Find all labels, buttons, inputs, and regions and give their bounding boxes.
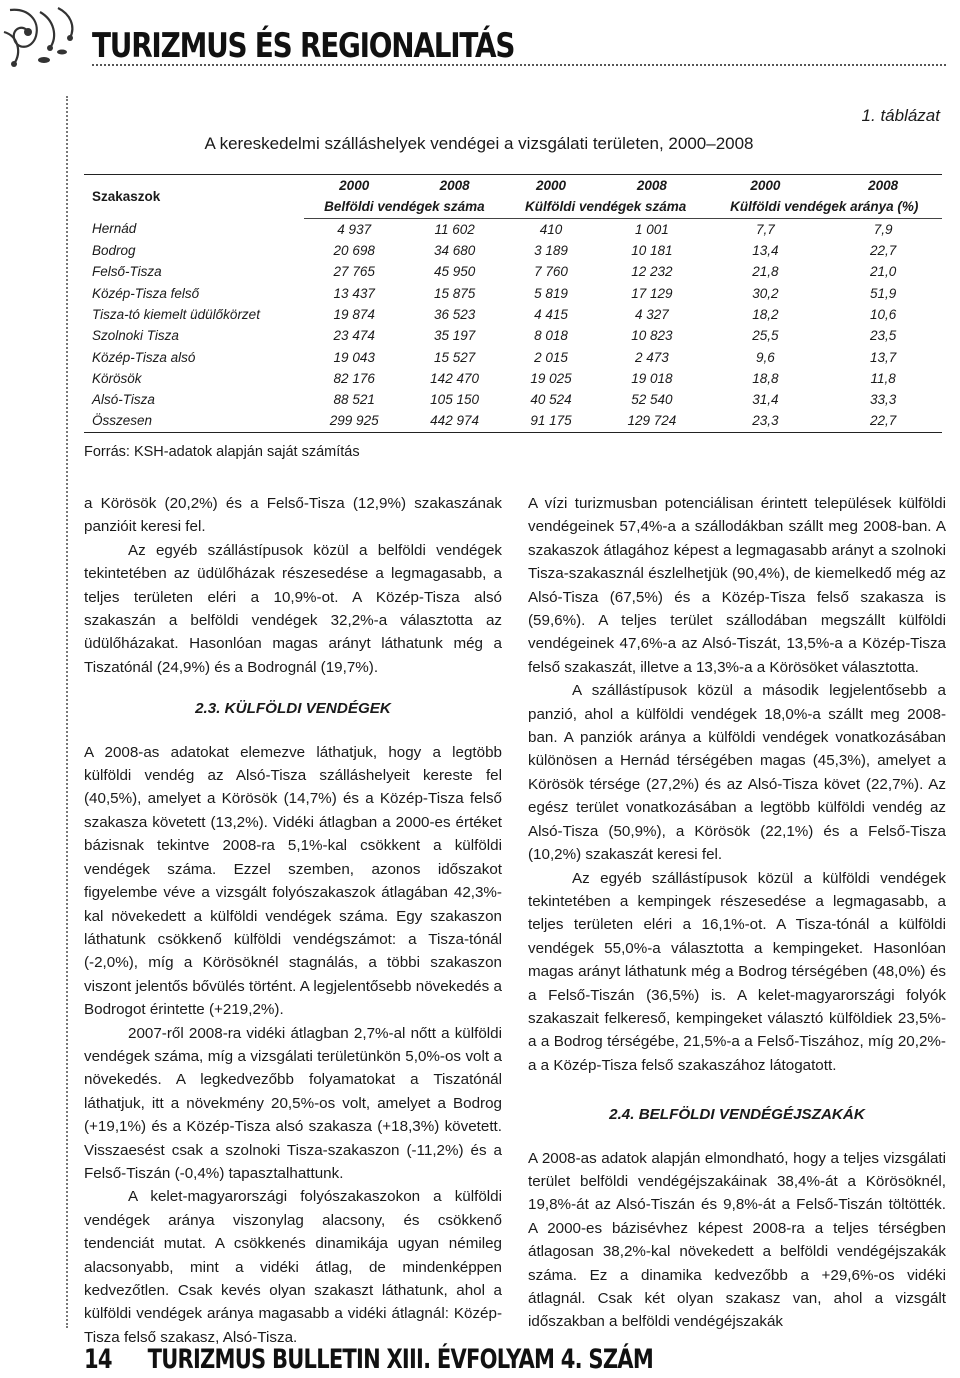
year-header: 2008 <box>597 175 706 197</box>
paragraph: Az egyéb szállástípusok közül a belföldi vendégek tekintetében az üdülőházak részesedése a legmagasabb, a teljes területen eléri a 10,9%-ot. A Közép-Tisza alsó szakaszán a belföldi vendégek 32,2%-a választotta az üdülőházakat. Hasonlóan magas arányt láthatunk még a Tiszatónál (24,9%) és a Bodrognál (19,7%). <box>84 541 502 676</box>
table-cell: 13,7 <box>869 349 897 365</box>
row-label: Körösök <box>92 370 142 386</box>
paragraph: a Körösök (20,2%) és a Felső-Tisza (12,9%) szakaszának panzióit keresi fel. <box>84 495 502 536</box>
table-cell: 7 760 <box>534 264 568 280</box>
year-header: 2008 <box>404 175 504 197</box>
table-cell: 27 765 <box>333 264 375 280</box>
table-cell: 22,7 <box>869 243 897 259</box>
table-cell: 35 197 <box>433 328 476 344</box>
running-header-title: TURIZMUS ÉS REGIONALITÁS <box>92 26 515 66</box>
table-cell: 10,6 <box>869 306 897 322</box>
table-row <box>84 240 942 261</box>
row-label: Alsó-Tisza <box>92 392 155 408</box>
table-header-years-row <box>84 175 942 197</box>
table-cell: 10 181 <box>631 243 673 259</box>
table-cell: 11,8 <box>870 370 896 386</box>
table-cell: 36 523 <box>433 306 476 322</box>
table-cell: 34 680 <box>433 243 476 259</box>
table-cell: 410 <box>539 221 563 237</box>
paragraph: Az egyéb szállástípusok közül a külföldi vendégek tekintetében a kempingek részesedése a legmagasabb, a teljes területen eléri a 16,1%-ot. A Tisza-tónál a külföldi vendégek 55,0%-a választotta a kempingeket. Hasonlóan magas arányt láthatunk még a Bodrog térségében (48,0%) és a Felső-Tiszán (36,5%) is. A kelet-magyarországi folyók szakaszait felkereső, kempingeket választó külföldiek 23,5%-a a Bodrog térségébe, 21,5%-a a Felső-Tiszához, míg 20,2%-a a Közép-Tisza felső szakaszához látogatott. <box>528 869 946 1074</box>
table-cell: 2 015 <box>534 349 568 365</box>
table-cell: 1 001 <box>634 221 669 237</box>
paragraph: 2007-ről 2008-ra vidéki átlagban 2,7%-al nőtt a külföldi vendégek száma, míg a vizsgálati területünkön 5,0%-os volt a növekedés. A legkedvezőbb folyamatokat a Tiszatónál láthatjuk, itt a növekmény 20,5%-os volt, amelyet a Bodrog (+19,1%) és a Közép-Tisza alsó szakasza (+18,3%) követett. Visszaesést csak a szolnoki Tisza-szakaszon (-11,2%) és a Felső-Tiszán (-0,4%) tapasztalhattunk. <box>84 1024 502 1182</box>
table-cell: 8 018 <box>534 328 568 344</box>
row-label: Közép-Tisza felső <box>92 285 200 301</box>
table-cell: 9,6 <box>755 349 775 365</box>
paragraph: A 2008-as adatokat elemezve láthatjuk, hogy a legtöbb külföldi vendég az Alsó-Tisza szálláshelyeit kereste fel (40,5%), amelyet a Körösök (14,7%) és a Közép-Tisza felső szakasza követett (13,2%). Vidéki átlagban a 2000-es értéket bázisnak tekintve 2008-ra 5,1%-kal csökkent a külföldi vendégek száma. Ezzel szemben, azonos időszakot figyelembe véve a vizsgált folyószakaszok átlagában 42,3%-kal növekedett a külföldi vendégek száma. Egy szakaszon láthatunk csökkenő külföldi vendégszámot: a Tisza-tónál (-2,0%), míg a Körösöknél stagnálás, a többi szakaszon viszont jelentős bővülés történt. A legjelentősebb növekedés a Bodrogot érintette (+219,2%). <box>84 743 502 1019</box>
table-cell: 13,4 <box>752 243 779 259</box>
page-footer <box>84 1344 653 1375</box>
table-row <box>84 325 942 346</box>
header-dotted-rule <box>92 64 946 66</box>
paragraph: A kelet-magyarországi folyószakaszokon a külföldi vendégek aránya viszonylag alacsony, és csökkenő tendenciát mutat. A csökkenés dinamikája ugyan némileg alacsonyabb, mint a vidéki átlag, de mindenképpen kedvezőtlen. Csak kevés olyan szakaszt láthatunk, ahol a külföldi vendégek aránya magasabb a vidéki átlagnál: Közép-Tisza felső szakasz, Alsó-Tisza. <box>84 1188 502 1346</box>
table-cell: 19 043 <box>333 349 375 365</box>
margin-dotted-rule <box>66 96 68 1328</box>
table-cell: 5 819 <box>534 285 568 301</box>
paragraph: A vízi turizmusban potenciálisan érintett települések külföldi vendégeinek 57,4%-a a szállodákban szállt meg 2008-ban. A szakaszok átlagához képest a legmagasabb arányt a szolnoki Tisza-szakasznál észlelhetjük (90,4%), de kiemelkedő még az Alsó-Tisza (67,5%) és a Közép-Tisza felső szakasza is (59,6%). A teljes terület szállodában megszállt külföldi vendégeinek 47,6%-a az Alsó-Tiszát, 13,5%-a a Közép-Tisza felső szakaszát, illetve a 13,3%-a a Körösöket választotta. <box>528 495 946 676</box>
table-row <box>84 389 942 410</box>
table-cell: 7,7 <box>755 221 775 237</box>
row-label: Bodrog <box>92 243 136 259</box>
table-cell: 15 875 <box>433 285 476 301</box>
year-header: 2000 <box>706 175 824 197</box>
table-cell: 88 521 <box>333 392 375 408</box>
left-text-column <box>84 492 502 1349</box>
row-label: Hernád <box>92 221 137 237</box>
table-caption: A kereskedelmi szálláshelyek vendégei a vizsgálati területen, 2000–2008 <box>204 134 754 153</box>
table-row <box>84 304 942 325</box>
guests-table <box>84 174 942 433</box>
table-number: 1. táblázat <box>861 106 940 125</box>
row-header: Szakaszok <box>84 175 304 219</box>
group-header-domestic: Belföldi vendégek száma <box>304 196 505 218</box>
table-cell: 82 176 <box>333 370 375 386</box>
table-cell: 7,9 <box>873 221 893 237</box>
paragraph: A szállástípusok közül a második legjelentősebb a panzió, ahol a külföldi vendégek 18,0%-a szállt meg 2008-ban. A panziók aránya a külföldi vendégek vonatkozásában különösen a Hernád térségében magas (45,3%), amelyet a Körösök térsége (27,2%) és az Alsó-Tisza követ (22,7%). Az egész terület vonatkozásában a legtöbb külföldi vendég az Alsó-Tisza (50,9%), a Körösök (22,1%) és a Felső-Tisza (10,2%) szakaszát keresi fel. <box>528 682 946 864</box>
table-cell: 40 524 <box>530 392 572 408</box>
table-cell: 23,3 <box>706 410 824 432</box>
year-header: 2008 <box>824 175 942 197</box>
table-cell: 3 189 <box>534 243 568 259</box>
table-row <box>84 218 942 240</box>
group-header-foreign: Külföldi vendégek száma <box>505 196 707 218</box>
table-cell: 18,8 <box>752 370 779 386</box>
group-header-foreign-share: Külföldi vendégek aránya (%) <box>706 196 942 218</box>
year-header: 2000 <box>505 175 597 197</box>
table-cell: 2 473 <box>634 349 669 365</box>
paragraph: A 2008-as adatok alapján elmondható, hogy a teljes vizsgálati terület belföldi vendégéjszakáinak 38,4%-át a Körösöknél, 19,8%-át az Alsó-Tiszán és 9,8%-át a Felső-Tiszán töltötték. A 2000-es bázisévhez képest 2008-ra a teljes térségben átlagosan 38,2%-kal növekedett a belföldi vendégéjszakák száma. Ez a dinamika kedvezőbb a +29,6%-os vidéki átlagnál. Csak két olyan szakasz van, ahol a vizsgált időszakban a belföldi vendégéjszakák <box>528 1149 946 1331</box>
year-header: 2000 <box>304 175 404 197</box>
table-cell: 22,7 <box>824 410 942 432</box>
table-cell: 91 175 <box>505 410 597 432</box>
table-cell: 4 327 <box>634 306 669 322</box>
table-cell: 442 974 <box>404 410 504 432</box>
row-label: Közép-Tisza alsó <box>92 349 196 365</box>
table-cell: 31,4 <box>752 392 779 408</box>
table-cell: 4 415 <box>534 306 568 322</box>
table-row <box>84 282 942 303</box>
table-cell: 12 232 <box>631 264 673 280</box>
table-cell: 15 527 <box>433 349 476 365</box>
section-heading: 2.3. KÜLFÖLDI VENDÉGEK <box>195 700 391 718</box>
table-cell: 19 018 <box>631 370 673 386</box>
table-source-note: Forrás: KSH-adatok alapján saját számítás <box>84 444 360 460</box>
table-cell: 23 474 <box>333 328 375 344</box>
row-label: Összesen <box>84 410 304 432</box>
table-cell: 4 937 <box>337 221 372 237</box>
table-cell: 19 025 <box>530 370 572 386</box>
table-row <box>84 410 942 432</box>
table-cell: 10 823 <box>631 328 673 344</box>
table-cell: 18,2 <box>752 306 779 322</box>
right-text-column <box>528 492 946 1334</box>
table-cell: 17 129 <box>631 285 673 301</box>
table-cell: 129 724 <box>597 410 706 432</box>
table-cell: 23,5 <box>869 328 897 344</box>
table-cell: 142 470 <box>430 370 479 386</box>
table-row <box>84 368 942 389</box>
row-label: Felső-Tisza <box>92 264 162 280</box>
table-cell: 20 698 <box>333 243 375 259</box>
table-cell: 105 150 <box>430 392 479 408</box>
row-label: Tisza-tó kiemelt üdülőkörzet <box>92 306 260 322</box>
table-cell: 25,5 <box>752 328 779 344</box>
table-cell: 33,3 <box>869 392 897 408</box>
table-cell: 45 950 <box>433 264 476 280</box>
table-cell: 21,8 <box>752 264 779 280</box>
table-cell: 52 540 <box>631 392 673 408</box>
folk-ornament-icon <box>0 2 92 72</box>
table-cell: 11 602 <box>434 221 475 237</box>
table-cell: 19 874 <box>333 306 375 322</box>
table-cell: 299 925 <box>304 410 404 432</box>
table-cell: 51,9 <box>869 285 897 301</box>
table-cell: 13 437 <box>333 285 375 301</box>
row-label: Szolnoki Tisza <box>92 328 179 344</box>
page-number: 14 <box>84 1344 112 1375</box>
section-heading: 2.4. BELFÖLDI VENDÉGÉJSZAKÁK <box>609 1106 865 1124</box>
table-row <box>84 261 942 282</box>
table-cell: 30,2 <box>752 285 779 301</box>
table-row <box>84 346 942 367</box>
publication-title: TURIZMUS BULLETIN XIII. ÉVFOLYAM 4. SZÁM <box>147 1344 654 1375</box>
table-cell: 21,0 <box>869 264 897 280</box>
